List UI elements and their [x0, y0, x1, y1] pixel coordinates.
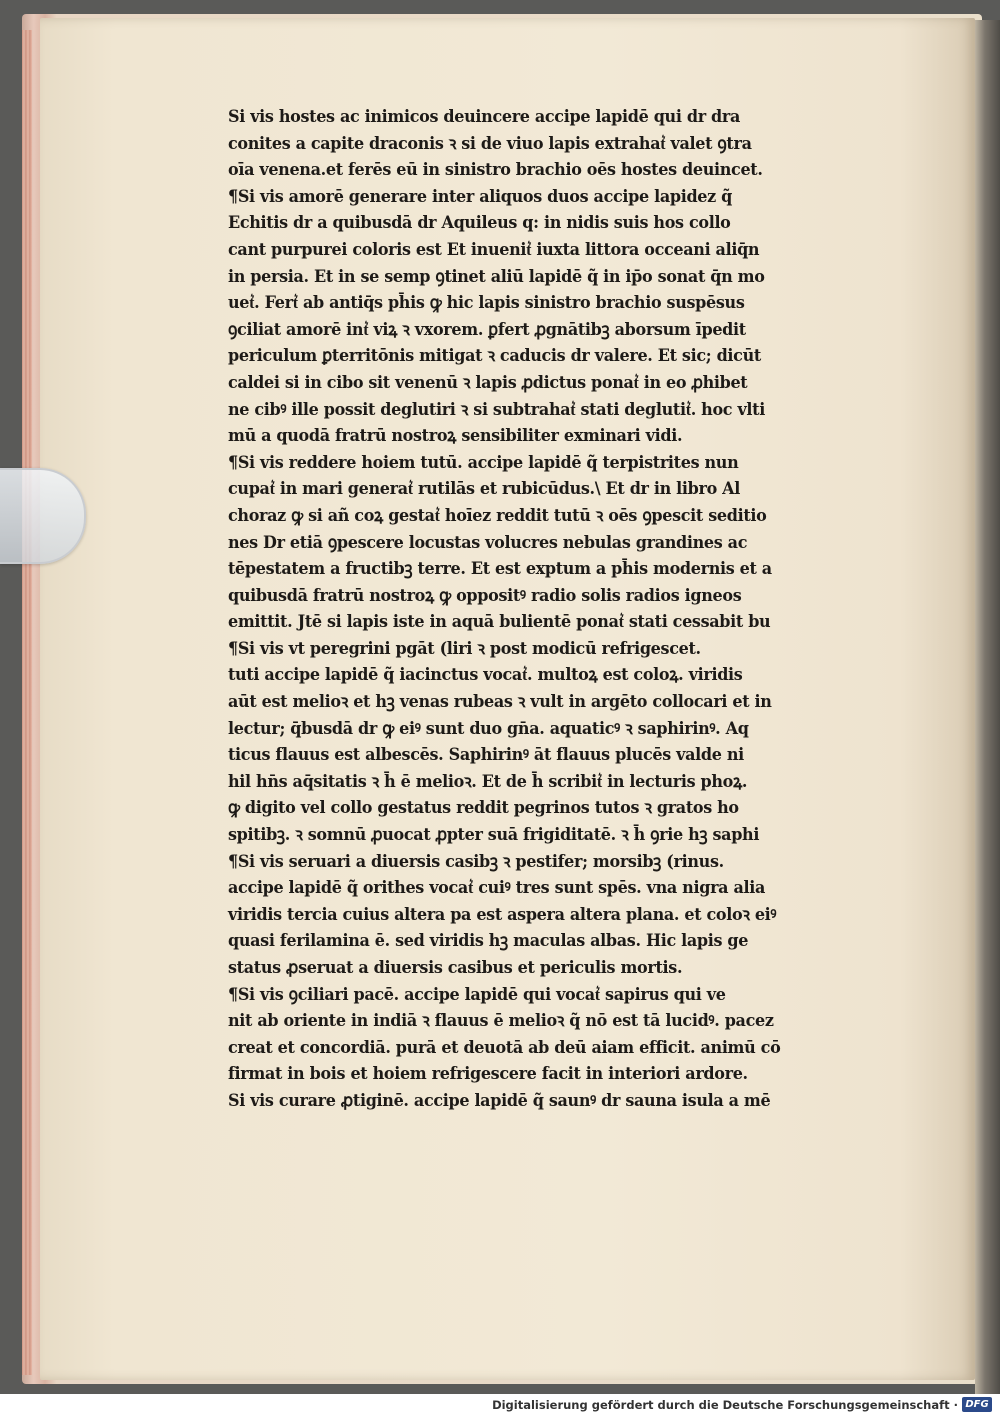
dfg-logo: DFG — [962, 1397, 992, 1412]
text-line: choraz ꝙ si añ coꝝ gestat͛ hoīez reddit tutū ꝛ oēs ꝯpescit seditio — [228, 505, 767, 526]
red-page-edges — [22, 30, 32, 1375]
text-line: status ꝓseruat a diuersis casibus et periculis mortis. — [228, 958, 683, 978]
text-line: mū a quodā fratrū nostroꝝ sensibiliter exminari vidi. — [228, 426, 683, 447]
text-line: firmat in bois et hoiem refrigescere facit in interiori ardore. — [228, 1064, 748, 1085]
text-line: creat et concordiā. purā et deuotā ab deū aiam efficit. animū cō — [228, 1037, 781, 1058]
text-line: hil hn̄s aq̄sitatis ꝛ h̄ ē melioꝛ. Et de h̄ scribit͛ in lecturis phoꝝ. — [228, 771, 748, 792]
text-line: accipe lapidē q̃ orithes vocat͛ cuiꝰ tres sunt spēs. vna nigra alia — [228, 878, 766, 899]
text-line: ¶Si vis seruari a diuersis casibꝫ ꝛ pestifer; morsibꝫ (rinus. — [228, 851, 724, 872]
text-line: oīa venena.et ferēs eū in sinistro brachio oēs hostes deuincet. — [228, 160, 763, 181]
text-line: ꝙ digito vel collo gestatus reddit pegrinos tutos ꝛ gratos ho — [228, 798, 739, 819]
text-line: Si vis hostes ac inimicos deuincere accipe lapidē qui dr dra — [228, 107, 741, 127]
text-line: nes Dr etiā ꝯpescere locustas volucres nebulas grandines ac — [228, 532, 748, 553]
text-line: nit ab oriente in indiā ꝛ flauus ē melioꝛ q̃ nō est tā lucidꝰ. pacez — [228, 1011, 774, 1032]
text-line: cupat͛ in mari generat͛ rutilās et rubicūdus.\ Et dr in libro Al — [228, 479, 741, 500]
book-spine-shadow — [975, 20, 1000, 1394]
text-line: ticus flauus est albescēs. Saphirinꝰ āt flauus plucēs valde ni — [228, 745, 744, 766]
text-line: quibusdā fratrū nostroꝝ ꝙ oppositꝰ radio solis radios igneos — [228, 585, 742, 606]
text-line: ¶Si vis amorē generare inter aliquos duos accipe lapidez q̃ — [228, 186, 732, 207]
text-line: caldei si in cibo sit venenū ꝛ lapis ꝓdictus ponat͛ in eo ꝓhibet — [228, 372, 748, 393]
footer-credit: Digitalisierung gefördert durch die Deutsche Forschungsgemeinschaft · — [492, 1398, 958, 1412]
text-line: quasi ferilamina ē. sed viridis hꝫ maculas albas. Hic lapis ge — [228, 931, 749, 952]
text-line: Echitis dr a quibusdā dr Aquileus q: in nidis suis hos collo — [228, 213, 731, 234]
text-line: Si vis curare ꝓtiginē. accipe lapidē q̃ saunꝰ dr sauna isula a mē — [228, 1090, 771, 1111]
text-line: emittit. Jtē si lapis iste in aquā bulientē ponat͛ stati cessabit bu — [228, 612, 771, 633]
text-line: tuti accipe lapidē q̃ iacinctus vocat͛. multoꝝ est coloꝝ. viridis — [228, 665, 743, 686]
text-line: cant purpurei coloris est Et inuenit͛ iuxta littora occeani aliq̄n — [228, 239, 760, 260]
text-line: ¶Si vis vt peregrini pgāt (liri ꝛ post modicū refrigescet. — [228, 638, 701, 659]
text-line: aūt est melioꝛ et hꝫ venas rubeas ꝛ vult in argēto collocari et in — [228, 692, 772, 713]
text-line: ne cibꝰ ille possit deglutiri ꝛ si subtrahat͛ stati deglutit͛. hoc vlti — [228, 399, 765, 420]
text-line: conites a capite draconis ꝛ si de viuo lapis extrahat͛ valet ꝯtra — [228, 133, 752, 154]
text-line: ¶Si vis reddere hoiem tutū. accipe lapidē q̃ terpistrites nun — [228, 452, 739, 473]
text-line: lectur; q̄busdā dr ꝙ eiꝰ sunt duo gn̄a. aquaticꝰ ꝛ saphirinꝰ. Aq — [228, 718, 749, 739]
text-line: spitibꝫ. ꝛ somnū ꝓuocat ꝓpter suā frigiditatē. ꝛ h̄ ꝯrie hꝫ saphi — [228, 825, 760, 846]
plastic-page-clip — [0, 468, 86, 564]
text-line: uet͛. Fert͛ ab antiq̄s ph̄is ꝙ hic lapis sinistro brachio suspēsus — [228, 293, 745, 314]
printed-text-block — [228, 104, 868, 1115]
text-line: tēpestatem a fructibꝫ terre. Et est exptum a ph̄is modernis et a — [228, 559, 772, 580]
text-line: ¶Si vis ꝯciliari pacē. accipe lapidē qui vocat͛ sapirus qui ve — [228, 984, 726, 1005]
text-line: ꝯciliat amorē int͛ viꝝ ꝛ vxorem. ꝑfert ꝓgnātibꝫ aborsum īpedit — [228, 319, 746, 340]
text-line: in persia. Et in se semp ꝯtinet aliū lapidē q̃ in ip̄o sonat q̄n mo — [228, 266, 765, 287]
text-line: viridis tercia cuius altera pa est aspera altera plana. et coloꝛ eiꝰ — [228, 904, 777, 925]
text-line: periculum ꝑterritōnis mitigat ꝛ caducis dr valere. Et sic; dicūt — [228, 346, 761, 367]
